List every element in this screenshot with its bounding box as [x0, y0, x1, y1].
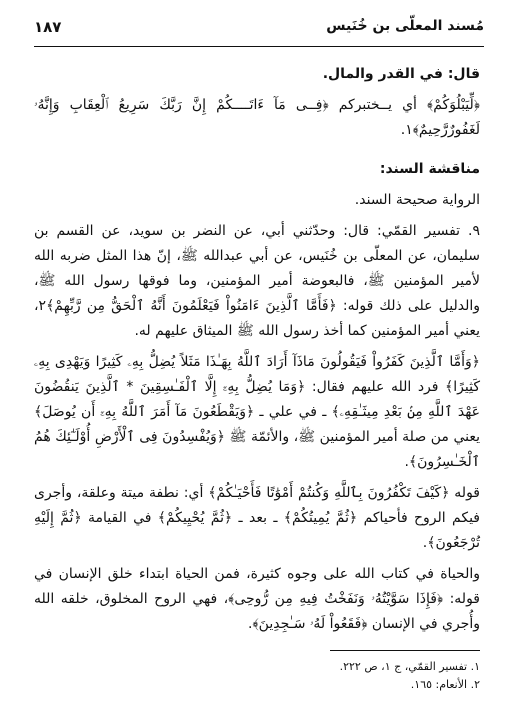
footnote-rule: [330, 650, 480, 651]
running-title: مُسند المعلّى بن خُنَيس: [326, 18, 484, 34]
footnotes: [34, 658, 480, 694]
header-rule: [34, 46, 484, 47]
footnote-1: ١. تفسير القمّي، ج ١، ص ٢٢٢.: [339, 660, 480, 673]
paragraph-verse: ﴿لِّيَبْلُوَكُمْ﴾ أي يــختبركم ﴿فِــى مَآ ءَاتَــــكُمْ إِنَّ رَبَّكَ سَرِيعُ ٱلْعِقَابِ وَإِنَّهُۥ لَغَفُورٌرَّحِيمٌ﴾١.: [34, 97, 480, 138]
section-heading: مناقشة السند:: [379, 161, 480, 177]
paragraph-verses-2: ﴿وَأَمَّا ٱلَّذِينَ كَفَرُواْ فَيَقُولُونَ مَاذَآ أَرَادَ ٱللَّهُ بِهَـٰذَا مَثَلاً يُضِلُّ بِهِۦ كَثِيرًا وَيَهْدِى بِهِۦ كَثِيرًا﴾ فرد الله عليهم فقال: ﴿وَمَا يُضِلُّ بِهِۦٓ إِلَّا ٱلْفَـٰسِقِينَ * ٱلَّذِينَ يَنقُضُونَ عَهْدَ ٱللَّهِ مِنۢ بَعْدِ مِيثَـٰقِهِۦ﴾ ـ في علي ـ ﴿وَيَقْطَعُونَ مَآ أَمَرَ ٱللَّهُ بِهِۦٓ أَن يُوصَلَ﴾ يعني من صلة أمير المؤمنين ﷺ، والأئمّة ﷺ ﴿وَيُفْسِدُونَ فِى ٱلْأَرْضِ أُوْلَـٰٓئِكَ هُمُ ٱلْخَـٰسِرُونَ﴾.: [34, 354, 480, 470]
footnote-2: ٢. الأنعام: ١٦٥.: [410, 678, 480, 691]
paragraph-qadar: قال: في القدر والمال.: [322, 66, 480, 82]
main-text: [34, 62, 480, 643]
paragraph-hayat: والحياة في كتاب الله على وجوه كثيرة، فمن الحياة ابتداء خلق الإنسان في قوله: ﴿فَإِذَا سَوَّيْتُهُۥ وَنَفَخْتُ فِيهِ مِن رُّوحِى﴾، فهي الروح المخلوق، خلقه الله وأُجري في الإنسان ﴿فَقَعُواْ لَهُۥ سَـٰجِدِينَ﴾.: [34, 566, 480, 632]
paragraph-sanad: الرواية صحيحة السند.: [354, 192, 480, 208]
page-number: ١٨٧: [34, 18, 62, 36]
paragraph-verse-kayfa: قوله ﴿كَيْفَ تَكْفُرُونَ بِٱللَّهِ وَكُنتُمْ أَمْوَٰتًا فَأَحْيَـٰكُمْ﴾ أي: نطفة ميتة وعلقة، وأجرى فيكم الروح فأحياكم ﴿ثُمَّ يُمِيتُكُمْ﴾ ـ بعد ـ ﴿ثُمَّ يُحْيِيكُمْ﴾ في القيامة ﴿ثُمَّ إِلَيْهِ تُرْجَعُونَ﴾.: [34, 485, 480, 551]
page-header: [34, 18, 484, 40]
paragraph-hadith-9: ٩. تفسير القمّي: قال: وحدّثني أبي، عن النضر بن سويد، عن القسم بن سليمان، عن المعلّى بن خُنَيس، عن أبي عبدالله ﷺ، إنّ هذا المثل ضربه الله لأمير المؤمنين ﷺ، فالبعوضة أمير المؤمنين، وما فوقها رسول الله ﷺ، والدليل على ذلك قوله: ﴿فَأَمَّا ٱلَّذِينَ ءَامَنُواْ فَيَعْلَمُونَ أَنَّهُ ٱلْحَقُّ مِن رَّبِّهِمْ﴾٢، يعني أمير المؤمنين كما أخذ رسول الله ﷺ الميثاق عليهم له.: [34, 223, 480, 339]
